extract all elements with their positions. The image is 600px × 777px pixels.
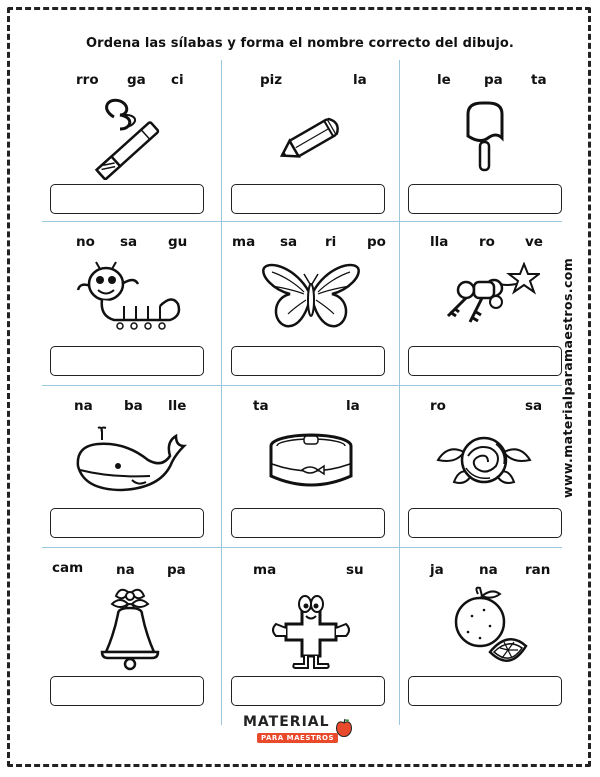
whale-icon — [72, 426, 192, 494]
answer-box[interactable] — [408, 676, 562, 706]
worm-icon — [74, 260, 186, 334]
answer-box[interactable] — [50, 184, 204, 214]
syllable: la — [353, 72, 367, 88]
worksheet-cell — [40, 60, 220, 220]
syllable: gu — [168, 234, 188, 250]
syllable: na — [74, 398, 93, 414]
syllable: sa — [120, 234, 138, 250]
answer-box[interactable] — [231, 346, 385, 376]
worksheet-cell — [222, 548, 399, 716]
syllable: rro — [76, 72, 99, 88]
worksheet-cell — [400, 222, 562, 384]
syllable: ta — [531, 72, 547, 88]
worksheet-cell — [400, 60, 562, 220]
worksheet-cell — [400, 386, 562, 546]
syllable: ro — [430, 398, 446, 414]
brand-logo — [243, 714, 355, 748]
syllable: ran — [525, 562, 551, 578]
syllable: ba — [124, 398, 143, 414]
syllable: ve — [525, 234, 543, 250]
answer-box[interactable] — [231, 184, 385, 214]
answer-box[interactable] — [408, 508, 562, 538]
answer-box[interactable] — [50, 508, 204, 538]
plus-sign-icon — [266, 594, 356, 670]
syllable: ma — [253, 562, 277, 578]
worksheet-cell — [222, 386, 399, 546]
worksheet-cell — [40, 222, 220, 384]
syllable: na — [116, 562, 135, 578]
syllable: cam — [52, 560, 84, 576]
keychain-icon — [436, 262, 540, 328]
answer-box[interactable] — [408, 346, 562, 376]
syllable: ro — [479, 234, 495, 250]
syllable: ja — [430, 562, 444, 578]
answer-box[interactable] — [50, 676, 204, 706]
answer-box[interactable] — [50, 346, 204, 376]
syllable: ma — [232, 234, 256, 250]
tin-can-icon — [266, 430, 356, 492]
logo-line2: PARA MAESTROS — [257, 733, 338, 743]
syllable: pa — [484, 72, 503, 88]
worksheet-cell — [400, 548, 562, 716]
butterfly-icon — [260, 262, 362, 332]
logo-line1: MATERIAL — [243, 714, 330, 730]
answer-box[interactable] — [231, 676, 385, 706]
syllable: la — [346, 398, 360, 414]
popsicle-icon — [462, 100, 508, 174]
answer-box[interactable] — [408, 184, 562, 214]
worksheet-cell — [40, 386, 220, 546]
syllable: ga — [127, 72, 146, 88]
worksheet-cell — [40, 548, 220, 716]
syllable: po — [367, 234, 386, 250]
syllable: ri — [325, 234, 337, 250]
apple-icon — [335, 718, 353, 738]
syllable: su — [346, 562, 364, 578]
orange-icon — [450, 586, 528, 670]
website-url: www.materialparamaestros.com — [560, 257, 575, 498]
pencil-icon — [276, 112, 346, 167]
syllable: pa — [167, 562, 186, 578]
syllable: le — [437, 72, 451, 88]
syllable: piz — [260, 72, 283, 88]
syllable: ta — [253, 398, 269, 414]
syllable: na — [479, 562, 498, 578]
syllable: ci — [171, 72, 184, 88]
syllable: lle — [168, 398, 187, 414]
worksheet-cell — [222, 60, 399, 220]
answer-box[interactable] — [231, 508, 385, 538]
bell-icon — [96, 582, 164, 672]
worksheet-cell — [222, 222, 399, 384]
instruction-title: Ordena las sílabas y forma el nombre correcto del dibujo. — [86, 36, 514, 51]
rose-icon — [434, 430, 534, 492]
syllable: sa — [525, 398, 543, 414]
syllable: sa — [280, 234, 298, 250]
syllable: lla — [430, 234, 449, 250]
cigarette-icon — [90, 95, 166, 180]
syllable: no — [76, 234, 95, 250]
